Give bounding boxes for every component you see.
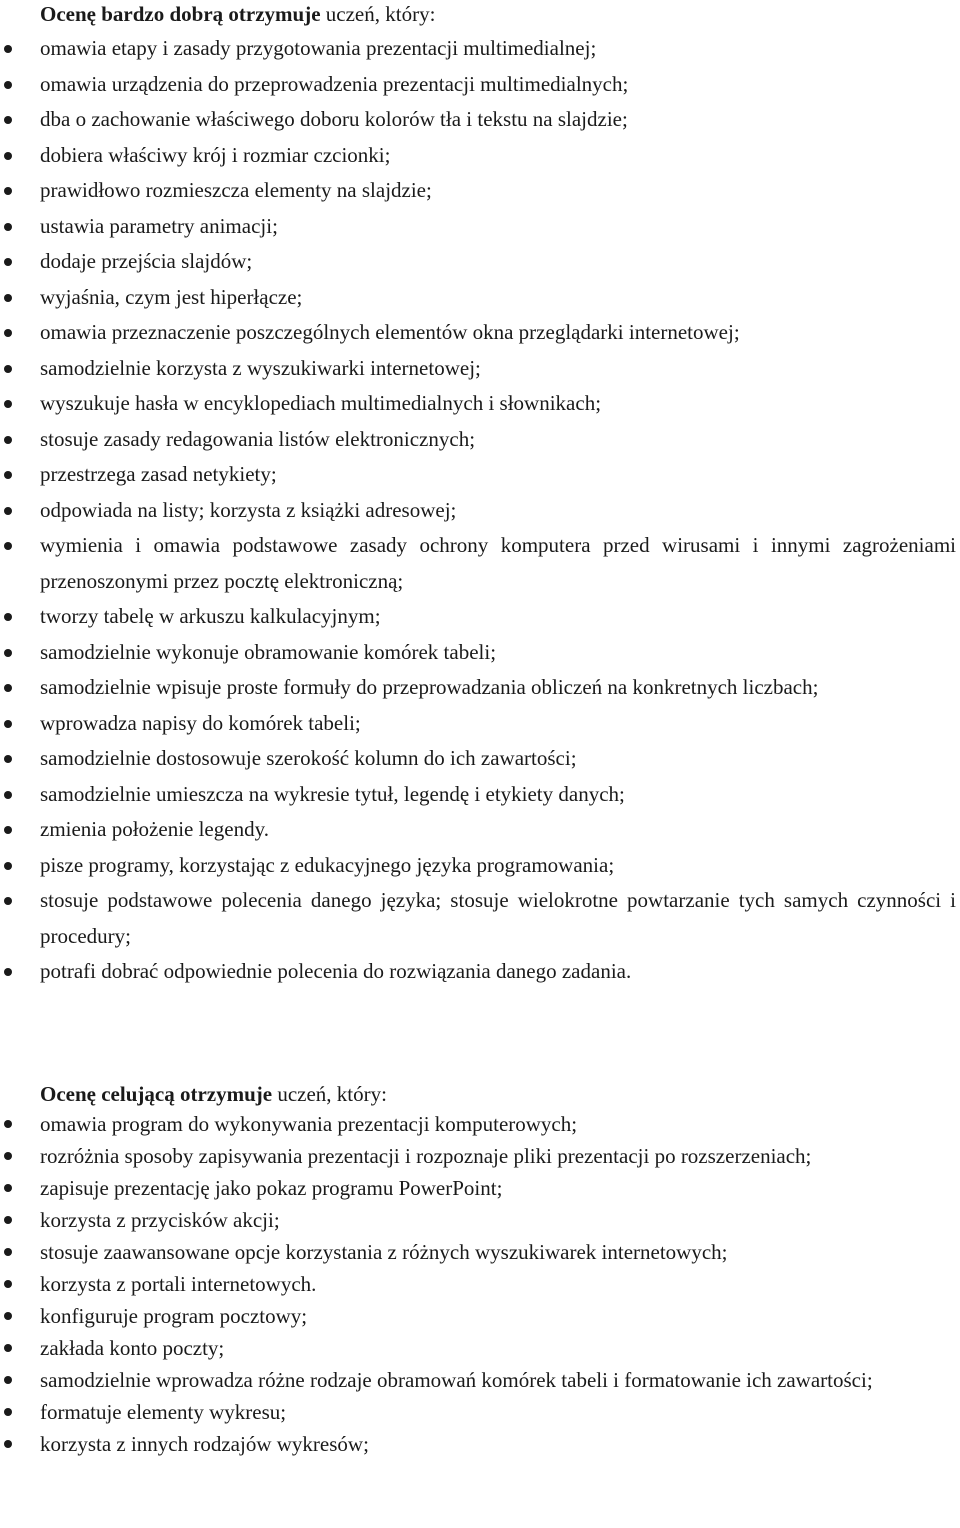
list-item: [0, 244, 960, 280]
list-item-text: omawia przeznaczenie poszczególnych elementów okna przeglądarki internetowej;: [40, 320, 740, 344]
list-item-text: samodzielnie wprowadza różne rodzaje obramowań komórek tabeli i formatowanie ich zawartości;: [40, 1368, 873, 1392]
list-item: [0, 1236, 960, 1268]
list-item: [0, 209, 960, 245]
bullet-icon: [4, 542, 12, 550]
bullet-icon: [4, 1216, 12, 1224]
bullet-icon: [4, 1152, 12, 1160]
list-item-text: samodzielnie wykonuje obramowanie komórek tabeli;: [40, 639, 497, 664]
bullet-icon: [4, 400, 12, 408]
list-item: [0, 1364, 960, 1396]
list-item: [0, 528, 960, 599]
bullet-icon: [4, 45, 12, 53]
bullet-icon: [4, 1280, 12, 1288]
list-item-text: formatuje elementy wykresu;: [40, 1400, 287, 1424]
list-item: [0, 457, 960, 493]
list-item-text: omawia urządzenia do przeprowadzenia prezentacji multimedialnych;: [40, 71, 629, 96]
list-item-text: wyjaśnia, czym jest hiperłącze;: [40, 284, 303, 309]
list-item-text: prawidłowo rozmieszcza elementy na slajdzie;: [40, 178, 432, 202]
heading-rest: uczeń, który:: [272, 1082, 387, 1106]
list-item: [0, 351, 960, 387]
bullet-icon: [4, 1408, 12, 1416]
bullet-icon: [4, 294, 12, 302]
bullet-icon: [4, 81, 12, 89]
list-item: [0, 493, 960, 529]
list-item: [0, 138, 960, 174]
list-item: [0, 635, 960, 671]
list-item-text: samodzielnie wpisuje proste formuły do przeprowadzania obliczeń na konkretnych liczbach;: [40, 675, 819, 699]
list-item: [0, 1140, 960, 1172]
bullet-icon: [4, 897, 12, 905]
bullet-icon: [4, 968, 12, 976]
list-item: [0, 777, 960, 813]
bullet-icon: [4, 187, 12, 195]
list-item: [0, 848, 960, 884]
bullet-icon: [4, 116, 12, 124]
list-item: [0, 173, 960, 209]
bullet-icon: [4, 471, 12, 479]
section-heading: [0, 0, 960, 28]
list-item-text: tworzy tabelę w arkuszu kalkulacyjnym;: [40, 604, 381, 628]
list-item: [0, 954, 960, 990]
list-item-text: odpowiada na listy; korzysta z książki adresowej;: [40, 497, 457, 522]
list-item-text: wprowadza napisy do komórek tabeli;: [40, 710, 361, 735]
list-item-text: potrafi dobrać odpowiednie polecenia do rozwiązania danego zadania.: [40, 959, 632, 983]
list-item: [0, 1396, 960, 1428]
list-item: [0, 102, 960, 138]
bullet-icon: [4, 152, 12, 160]
list-item-text: pisze programy, korzystając z edukacyjnego języka programowania;: [40, 852, 615, 877]
list-item-text: konfiguruje program pocztowy;: [40, 1304, 308, 1328]
bullet-icon: [4, 329, 12, 337]
list-item-text: samodzielnie korzysta z wyszukiwarki internetowej;: [40, 355, 481, 380]
list-item-text: dobiera właściwy krój i rozmiar czcionki;: [40, 142, 391, 167]
list-item: [0, 1204, 960, 1236]
list-item: [0, 386, 960, 422]
bullet-icon: [4, 1184, 12, 1192]
list-item: [0, 706, 960, 742]
list-item-text: korzysta z portali internetowych.: [40, 1272, 317, 1296]
heading-grade: Ocenę celującą otrzymuje: [40, 1082, 273, 1106]
list-item-text: zapisuje prezentację jako pokaz programu PowerPoint;: [40, 1176, 503, 1200]
bullet-icon: [4, 1440, 12, 1448]
criteria-list: [0, 31, 960, 990]
list-item: [0, 1172, 960, 1204]
list-item-text: stosuje zaawansowane opcje korzystania z różnych wyszukiwarek internetowych;: [40, 1240, 728, 1264]
bullet-icon: [4, 365, 12, 373]
bullet-icon: [4, 1120, 12, 1128]
list-item-text: samodzielnie umieszcza na wykresie tytuł, legendę i etykiety danych;: [40, 781, 625, 806]
bullet-icon: [4, 223, 12, 231]
list-item-text: ustawia parametry animacji;: [40, 213, 278, 238]
bullet-icon: [4, 1248, 12, 1256]
list-item-text: dodaje przejścia slajdów;: [40, 249, 253, 273]
list-item-text: wyszukuje hasła w encyklopediach multimedialnych i słownikach;: [40, 391, 602, 415]
bullet-icon: [4, 755, 12, 763]
list-item-text: korzysta z przycisków akcji;: [40, 1208, 280, 1232]
list-item-text: rozróżnia sposoby zapisywania prezentacji i rozpoznaje pliki prezentacji po rozszerzeniach;: [40, 1144, 812, 1168]
list-item: [0, 1332, 960, 1364]
list-item: [0, 670, 960, 706]
bullet-icon: [4, 1312, 12, 1320]
list-item-text: wymienia i omawia podstawowe zasady ochrony komputera przed wirusami i innymi zagrożeniami przenoszonymi przez pocztę elektroniczną;: [40, 533, 956, 593]
list-item-text: omawia etapy i zasady przygotowania prezentacji multimedialnej;: [40, 36, 597, 60]
bullet-icon: [4, 720, 12, 728]
list-item: [0, 1300, 960, 1332]
heading-rest: uczeń, który:: [320, 2, 436, 26]
list-item-text: dba o zachowanie właściwego doboru kolorów tła i tekstu na slajdzie;: [40, 107, 628, 131]
grade-section-excellent: [0, 1080, 960, 1460]
list-item: [0, 1108, 960, 1140]
list-item: [0, 31, 960, 67]
list-item-text: przestrzega zasad netykiety;: [40, 462, 277, 486]
bullet-icon: [4, 436, 12, 444]
list-item-text: omawia program do wykonywania prezentacji komputerowych;: [40, 1112, 578, 1136]
list-item: [0, 883, 960, 954]
list-item: [0, 812, 960, 848]
bullet-icon: [4, 862, 12, 870]
list-item: [0, 1268, 960, 1300]
list-item: [0, 315, 960, 351]
list-item-text: stosuje zasady redagowania listów elektronicznych;: [40, 426, 476, 451]
list-item: [0, 67, 960, 103]
bullet-icon: [4, 791, 12, 799]
list-item-text: zmienia położenie legendy.: [40, 817, 269, 841]
list-item-text: stosuje podstawowe polecenia danego języka; stosuje wielokrotne powtarzanie tych samych czynności i procedury;: [40, 888, 956, 948]
list-item-text: zakłada konto poczty;: [40, 1336, 225, 1360]
bullet-icon: [4, 258, 12, 266]
bullet-icon: [4, 1376, 12, 1384]
bullet-icon: [4, 826, 12, 834]
list-item: [0, 741, 960, 777]
list-item: [0, 280, 960, 316]
section-heading: [0, 1080, 960, 1108]
heading-grade: Ocenę bardzo dobrą otrzymuje: [40, 2, 321, 26]
criteria-list: [0, 1108, 960, 1460]
list-item: [0, 599, 960, 635]
bullet-icon: [4, 649, 12, 657]
bullet-icon: [4, 684, 12, 692]
list-item: [0, 1428, 960, 1460]
bullet-icon: [4, 1344, 12, 1352]
list-item-text: samodzielnie dostosowuje szerokość kolumn do ich zawartości;: [40, 746, 577, 770]
list-item-text: korzysta z innych rodzajów wykresów;: [40, 1432, 369, 1456]
list-item: [0, 422, 960, 458]
bullet-icon: [4, 507, 12, 515]
bullet-icon: [4, 613, 12, 621]
